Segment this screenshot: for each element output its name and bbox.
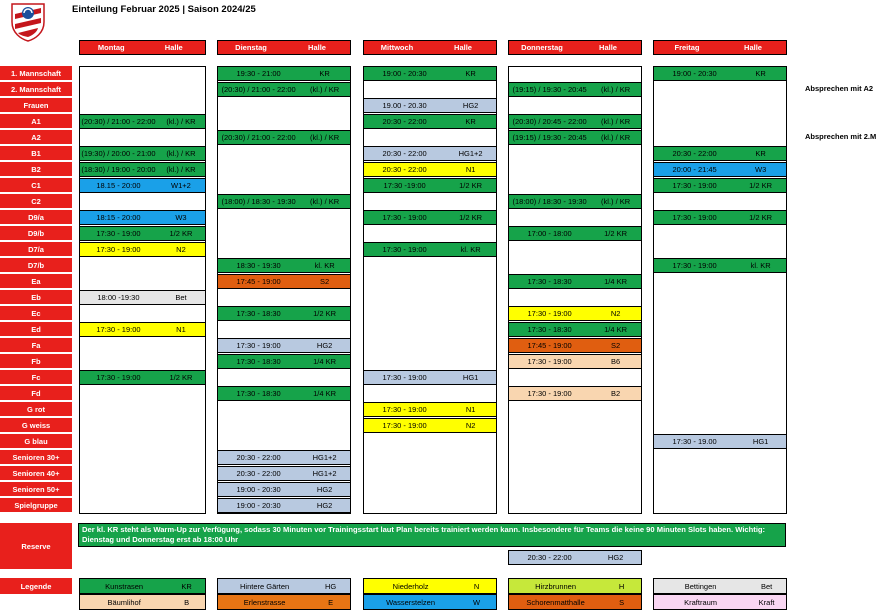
slot-hall: (kl.) / KR <box>601 197 631 206</box>
slot-time: 20:30 - 22:00 <box>672 149 717 158</box>
slot-hall: HG1+2 <box>312 453 337 462</box>
training-slot[interactable] <box>363 210 497 225</box>
legend-code: B <box>184 597 190 607</box>
training-slot[interactable] <box>363 98 497 113</box>
training-slot[interactable] <box>217 466 351 481</box>
slot-hall: (kl.) / KR <box>601 133 631 142</box>
slot-hall: W1+2 <box>171 181 191 190</box>
team-label: D7/a <box>0 242 72 257</box>
day-label: Dienstag <box>235 43 267 52</box>
slot-hall: N2 <box>610 309 621 318</box>
slot-hall: (kl.) / KR <box>310 197 340 206</box>
legend-code: Bet <box>760 581 773 591</box>
team-label: Senioren 50+ <box>0 482 72 497</box>
training-slot[interactable] <box>217 386 351 401</box>
slot-hall: HG1 <box>752 437 769 446</box>
slot-time: 17:30 - 18:30 <box>236 357 281 366</box>
training-slot[interactable] <box>363 402 497 417</box>
slot-time: 17:30 - 19:00 <box>382 405 427 414</box>
training-slot[interactable] <box>217 130 351 145</box>
slot-hall: B6 <box>611 357 621 366</box>
training-slot[interactable] <box>363 162 497 177</box>
training-slot[interactable] <box>653 162 787 177</box>
slot-time: 18:00 -19:30 <box>97 293 140 302</box>
day-header-3 <box>508 40 642 55</box>
day-header-0 <box>79 40 206 55</box>
training-slot[interactable] <box>217 498 351 513</box>
team-label: Ed <box>0 322 72 337</box>
slot-hall: 1/2 KR <box>459 213 483 222</box>
team-label: A2 <box>0 130 72 145</box>
team-label: D9/a <box>0 210 72 225</box>
slot-hall: HG1+2 <box>312 469 337 478</box>
training-slot[interactable] <box>508 194 642 209</box>
slot-time: 18:15 - 20:00 <box>96 213 141 222</box>
slot-time: 17:45 - 19:00 <box>236 277 281 286</box>
slot-time: 17:30 - 19:00 <box>382 421 427 430</box>
hall-label: Halle <box>454 43 472 52</box>
training-slot[interactable] <box>508 82 642 97</box>
slot-time: 17:30 - 19:00 <box>672 261 717 270</box>
slot-time: 17:30 - 19:00 <box>96 325 141 334</box>
team-label: C1 <box>0 178 72 193</box>
slot-time: 20:30 - 22:00 <box>236 469 281 478</box>
team-label: B2 <box>0 162 72 177</box>
slot-hall: HG2 <box>607 553 624 562</box>
slot-hall: N2 <box>176 245 186 254</box>
slot-hall: (kl.) / KR <box>310 85 340 94</box>
slot-hall: 1/2 KR <box>749 181 773 190</box>
day-label: Montag <box>97 43 125 52</box>
team-label: D9/b <box>0 226 72 241</box>
slot-time: (20:30) / 21:00 - 22:00 <box>221 133 296 142</box>
training-slot[interactable] <box>653 146 787 161</box>
slot-time: 17:00 - 18:00 <box>527 229 572 238</box>
training-slot[interactable] <box>79 322 206 337</box>
note-absprechen-2m: Absprechen mit 2.M <box>805 132 877 141</box>
slot-hall: HG1 <box>462 373 479 382</box>
slot-time: 17:30 - 19:00 <box>527 309 572 318</box>
slot-time: (19:15) / 19:30 - 20:45 <box>512 85 587 94</box>
training-slot[interactable] <box>653 258 787 273</box>
training-slot[interactable] <box>653 66 787 81</box>
team-label: Fd <box>0 386 72 401</box>
reserve-label: Reserve <box>0 523 72 569</box>
team-label: G blau <box>0 434 72 449</box>
slot-time: 17:30 -19:00 <box>383 181 426 190</box>
legend-name: Bäumlihof <box>107 597 141 607</box>
legend-name: Kraftraum <box>684 597 718 607</box>
slot-hall: Bet <box>175 293 187 302</box>
team-label: Senioren 40+ <box>0 466 72 481</box>
training-slot[interactable] <box>79 114 206 129</box>
team-label: A1 <box>0 114 72 129</box>
slot-time: 17:30 - 19:00 <box>96 229 141 238</box>
legend-item <box>508 594 642 610</box>
team-label: G rot <box>0 402 72 417</box>
slot-time: (20:30) / 20:45 - 22:00 <box>512 117 587 126</box>
slot-hall: (kl.) / KR <box>166 117 196 126</box>
legend-code: Kraft <box>758 597 775 607</box>
slot-hall: KR <box>319 69 330 78</box>
training-slot[interactable] <box>508 306 642 321</box>
legend-code: W <box>473 597 481 607</box>
legend-code: HG <box>324 581 337 591</box>
slot-hall: W3 <box>175 213 187 222</box>
slot-time: 19:00 - 20:30 <box>236 501 281 510</box>
training-slot[interactable] <box>217 274 351 289</box>
legend-label: Legende <box>0 578 72 594</box>
slot-hall: KR <box>755 149 766 158</box>
legend-code: N <box>473 581 480 591</box>
training-slot[interactable] <box>653 178 787 193</box>
training-slot[interactable] <box>79 290 206 305</box>
club-logo <box>10 2 46 42</box>
legend-item <box>79 578 206 594</box>
day-column-2 <box>363 66 497 514</box>
training-slot[interactable] <box>508 386 642 401</box>
legend-code: H <box>618 581 625 591</box>
slot-time: 18:30 - 19:30 <box>236 261 281 270</box>
slot-time: 20:30 - 22:00 <box>382 149 427 158</box>
slot-hall: N1 <box>465 405 476 414</box>
training-slot[interactable] <box>217 354 351 369</box>
slot-hall: 1/4 KR <box>313 389 337 398</box>
team-label: Eb <box>0 290 72 305</box>
training-slot[interactable] <box>653 210 787 225</box>
training-slot[interactable] <box>363 242 497 257</box>
slot-hall: (kl.) / KR <box>601 85 631 94</box>
team-label: B1 <box>0 146 72 161</box>
legend-item <box>79 594 206 610</box>
legend-name: Bettingen <box>684 581 717 591</box>
slot-hall: HG2 <box>316 501 333 510</box>
training-slot[interactable] <box>217 194 351 209</box>
team-label: C2 <box>0 194 72 209</box>
training-slot[interactable] <box>653 434 787 449</box>
slot-hall: KR <box>465 117 476 126</box>
training-slot[interactable] <box>217 66 351 81</box>
training-slot[interactable] <box>508 274 642 289</box>
slot-hall: 1/4 KR <box>604 277 628 286</box>
slot-time: 20:30 - 22:00 <box>236 453 281 462</box>
training-slot[interactable] <box>508 226 642 241</box>
team-label: Frauen <box>0 98 72 113</box>
day-label: Mittwoch <box>380 43 414 52</box>
team-label: Fb <box>0 354 72 369</box>
legend-name: Schorenmatthalle <box>526 597 585 607</box>
day-header-2 <box>363 40 497 55</box>
slot-hall: S2 <box>611 341 621 350</box>
slot-time: (20:30) / 21:00 - 22:00 <box>221 85 296 94</box>
day-header-4 <box>653 40 787 55</box>
slot-hall: HG1+2 <box>458 149 483 158</box>
slot-hall: KR <box>465 69 476 78</box>
legend-item <box>653 594 787 610</box>
slot-time: (18:00) / 18:30 - 19:30 <box>512 197 587 206</box>
training-slot[interactable] <box>363 114 497 129</box>
legend-item <box>363 594 497 610</box>
slot-hall: HG2 <box>316 341 333 350</box>
legend-name: Hirzbrunnen <box>535 581 577 591</box>
training-slot[interactable] <box>508 338 642 353</box>
training-slot[interactable] <box>508 130 642 145</box>
slot-hall: 1/2 KR <box>169 373 193 382</box>
slot-hall: kl. KR <box>750 261 771 270</box>
training-slot[interactable] <box>363 66 497 81</box>
slot-hall: W3 <box>754 165 767 174</box>
slot-time: 17:30 - 19:00 <box>96 245 141 254</box>
team-label: Fc <box>0 370 72 385</box>
legend-code: KR <box>181 581 192 591</box>
slot-time: 19:30 - 21:00 <box>236 69 281 78</box>
training-slot[interactable] <box>79 162 206 177</box>
training-slot[interactable] <box>508 322 642 337</box>
slot-time: 19.00 - 20.30 <box>382 101 427 110</box>
legend-item <box>217 594 351 610</box>
training-slot[interactable] <box>217 450 351 465</box>
slot-time: 17:30 - 18:30 <box>236 309 281 318</box>
training-slot[interactable] <box>79 210 206 225</box>
training-slot[interactable] <box>217 82 351 97</box>
slot-hall: 1/2 KR <box>313 309 337 318</box>
note-absprechen-a2: Absprechen mit A2 <box>805 84 874 93</box>
slot-time: 20:30 - 22:00 <box>382 117 427 126</box>
training-slot[interactable] <box>508 354 642 369</box>
reserve-slot[interactable] <box>508 550 642 565</box>
slot-hall: 1/2 KR <box>169 229 193 238</box>
legend-item <box>363 578 497 594</box>
slot-time: 17:30 - 19:00 <box>527 357 572 366</box>
slot-hall: KR <box>755 69 766 78</box>
training-slot[interactable] <box>79 370 206 385</box>
slot-hall: kl. KR <box>460 245 481 254</box>
slot-time: 18.15 - 20:00 <box>96 181 141 190</box>
training-slot[interactable] <box>79 178 206 193</box>
slot-time: 17:30 - 19:00 <box>382 245 427 254</box>
slot-hall: (kl.) / KR <box>310 133 340 142</box>
training-slot[interactable] <box>79 146 206 161</box>
slot-time: 17:45 - 19:00 <box>527 341 572 350</box>
slot-time: (19:15) / 19:30 - 20:45 <box>512 133 587 142</box>
page-title: Einteilung Februar 2025 | Saison 2024/25 <box>72 4 256 15</box>
slot-time: 19:00 - 20:30 <box>382 69 427 78</box>
slot-hall: kl. KR <box>314 261 335 270</box>
hall-label: Halle <box>164 43 183 52</box>
slot-time: 17:30 - 19:00 <box>527 389 572 398</box>
day-header-1 <box>217 40 351 55</box>
training-slot[interactable] <box>363 370 497 385</box>
training-slot[interactable] <box>508 114 642 129</box>
training-slot[interactable] <box>363 146 497 161</box>
hall-label: Halle <box>744 43 762 52</box>
slot-hall: N2 <box>465 421 476 430</box>
slot-hall: HG2 <box>462 101 479 110</box>
training-slot[interactable] <box>79 242 206 257</box>
day-label: Freitag <box>674 43 700 52</box>
team-label: G weiss <box>0 418 72 433</box>
slot-time: 17:30 - 18:30 <box>236 389 281 398</box>
legend-name: Wasserstelzen <box>386 597 436 607</box>
slot-time: 17:30 - 19:00 <box>382 373 427 382</box>
slot-time: 17:30 - 19:00 <box>96 373 141 382</box>
slot-time: 17:30 - 19:00 <box>236 341 281 350</box>
slot-hall: (kl.) / KR <box>166 149 196 158</box>
legend-item <box>217 578 351 594</box>
slot-hall: 1/2 KR <box>459 181 483 190</box>
slot-time: 17:30 - 19.00 <box>672 437 717 446</box>
slot-hall: 1/2 KR <box>749 213 773 222</box>
legend-item <box>653 578 787 594</box>
team-label: Spielgruppe <box>0 498 72 513</box>
slot-time: 19:00 - 20:30 <box>672 69 717 78</box>
legend-name: Hintere Gärten <box>239 581 290 591</box>
slot-time: 19:00 - 20:30 <box>236 485 281 494</box>
slot-time: 20:30 - 22:00 <box>527 553 572 562</box>
training-slot[interactable] <box>363 418 497 433</box>
slot-hall: N1 <box>176 325 186 334</box>
slot-time: 17:30 - 18:30 <box>527 325 572 334</box>
slot-time: 20:30 - 22:00 <box>382 165 427 174</box>
slot-hall: HG2 <box>316 485 333 494</box>
slot-hall: S2 <box>320 277 330 286</box>
slot-hall: 1/4 KR <box>313 357 337 366</box>
slot-time: 20:00 - 21:45 <box>672 165 717 174</box>
training-slot[interactable] <box>217 306 351 321</box>
slot-time: (19:30) / 20:00 - 21:00 <box>81 149 156 158</box>
training-slot[interactable] <box>363 178 497 193</box>
legend-name: Niederholz <box>392 581 429 591</box>
team-label: Fa <box>0 338 72 353</box>
slot-hall: B2 <box>611 389 621 398</box>
legend-code: S <box>619 597 625 607</box>
legend-name: Erlenstrasse <box>243 597 286 607</box>
slot-time: 17:30 - 19:00 <box>382 213 427 222</box>
legend-code: E <box>328 597 334 607</box>
team-label: D7/b <box>0 258 72 273</box>
team-label: Ec <box>0 306 72 321</box>
slot-hall: (kl.) / KR <box>601 117 631 126</box>
hall-label: Halle <box>599 43 617 52</box>
slot-time: (18:00) / 18:30 - 19:30 <box>221 197 296 206</box>
team-label: Ea <box>0 274 72 289</box>
slot-hall: 1/2 KR <box>604 229 628 238</box>
legend-name: Kunstrasen <box>105 581 144 591</box>
slot-hall: 1/4 KR <box>604 325 628 334</box>
team-label: 1. Mannschaft <box>0 66 72 81</box>
slot-hall: N1 <box>465 165 476 174</box>
slot-time: 17:30 - 18:30 <box>527 277 572 286</box>
training-slot[interactable] <box>217 258 351 273</box>
training-slot[interactable] <box>217 482 351 497</box>
day-label: Donnerstag <box>521 43 563 52</box>
team-label: Senioren 30+ <box>0 450 72 465</box>
hall-label: Halle <box>308 43 326 52</box>
slot-time: (18:30) / 19:00 - 20:00 <box>81 165 156 174</box>
training-slot[interactable] <box>217 338 351 353</box>
slot-time: 17:30 - 19:00 <box>672 213 717 222</box>
reserve-text: Der kl. KR steht als Warm-Up zur Verfügung, sodass 30 Minuten vor Trainingsstart laut Plan bereits trainiert werden kann. Insbesondere für Teams die keine 90 Minuten Slots haben. Wichtig: Dienstag und Donnerstag erst ab 18:00 Uhr <box>78 523 786 547</box>
slot-time: (20:30) / 21:00 - 22:00 <box>81 117 156 126</box>
legend-item <box>508 578 642 594</box>
slot-hall: (kl.) / KR <box>166 165 196 174</box>
team-label: 2. Mannschaft <box>0 82 72 97</box>
training-slot[interactable] <box>79 226 206 241</box>
slot-time: 17:30 - 19:00 <box>672 181 717 190</box>
